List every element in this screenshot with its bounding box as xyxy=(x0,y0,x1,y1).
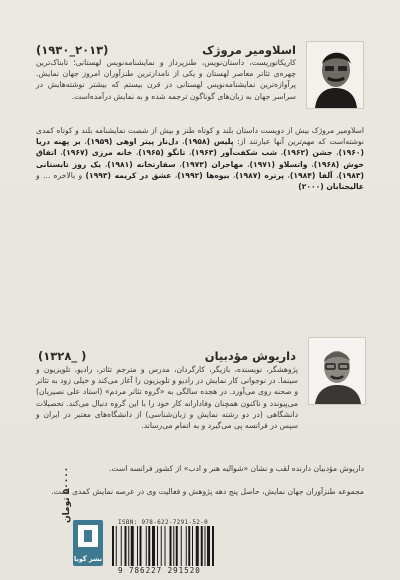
publisher-logo-mark xyxy=(78,525,98,547)
work-item: عالیجنابان (۲۰۰۰) xyxy=(298,182,364,192)
author1-works-intro: اسلاومیر مروژک بیش از دویست داستان بلند و کوتاه طنز و بیش از شصت نمایشنامه بلند و کوتاه کمدی نوشته‌است که مهم‌ترین آنها عبارتند از: xyxy=(36,126,365,147)
author2-series-text: مجموعه طنزآوران جهان نمایش، حاصل پنج دهه پژوهش و فعالیت وی در عرصه نمایش کمدی است. xyxy=(51,487,364,496)
author2-bio xyxy=(36,364,298,431)
author2-bio-text: پژوهشگر، نویسنده، بازیگر، کارگردان، مدرس و مترجم تئاتر، رادیو، تلویزیون و سینما. در نوجوانی کار نمایش در رادیو و تلویزیون را آغاز می‌کند و خیلی زود به تئاتر و صحنه روی می‌آورد. در هجده سالگی به «گروه تئاتر مردم» (استاد علی نصیریان) می‌پیوندد و تاکنون همچنان وفادارانه کار خود را با این گروه دنبال می‌کند. تحصیلات دانشگاهی (در دو رشته نمایش و زبان‌شناسی) از دانشگاه‌های معتبر در ایران و سپس در فرانسه پی می‌گیرد و به اتمام می‌رساند. xyxy=(36,365,298,431)
work-item: اتفاق خوش (۱۹۶۸) xyxy=(36,148,364,169)
work-item: عشق در کریمه (۱۹۹۳) xyxy=(85,170,172,180)
work-item: جشن (۱۹۶۲) xyxy=(283,148,333,158)
author1-works: اسلاومیر مروژک بیش از دویست داستان بلند و کوتاه طنز و بیش از شصت نمایشنامه بلند و کوتاه کمدی نوشته‌است که مهم‌ترین آنها عبارتند از: پلیس (۱۹۵۸)، دل‌ناز پیتر اوهی (۱۹۵۹)، بر پهنه دریا (۱۹۶۰)، جشن (۱۹۶۲)، شب شکفت‌آور (۱۹۶۳)، تانگو (۱۹۶۵)، خانه مرزی (۱۹۶۷)، اتفاق خوش (۱۹۶۸)، واتسلاو (۱۹۷۱)، مهاجران (۱۹۷۳)، سفارتخانه (۱۹۸۱)، یک روز تابستانی (۱۹۸۳)، آلفا (۱۹۸۴)، پرتره (۱۹۸۷)، بیوه‌ها (۱۹۹۲)، عشق در کریمه (۱۹۹۳) و بالاخره ... و عالیجنابان (۲۰۰۰) xyxy=(36,126,365,192)
work-item: آلفا (۱۹۸۴) xyxy=(289,170,333,180)
barcode-number: 9 786227 291520 xyxy=(118,566,201,575)
work-item: سفارتخانه (۱۹۸۱) xyxy=(107,159,176,169)
author2-series xyxy=(36,486,364,497)
work-item: خانه مرزی (۱۹۶۷) xyxy=(62,148,133,158)
author2-portrait-image xyxy=(309,338,365,404)
author2-name: داریوش مؤدبیان xyxy=(204,349,296,363)
work-item: پلیس (۱۹۵۸) xyxy=(184,137,234,147)
isbn-label: ISBN: 978-622-7291-52-0 xyxy=(118,519,208,526)
publisher-logo xyxy=(73,520,103,566)
author1-photo xyxy=(306,41,364,109)
author2-photo xyxy=(308,337,366,405)
author1-bio xyxy=(36,57,296,102)
barcode-image xyxy=(110,526,250,566)
author1-years: (۱۹۳۰_۲۰۱۳) xyxy=(36,43,109,57)
author1-name: اسلاومیر مروژک xyxy=(202,43,296,57)
price-label: ۵۰۰۰۰ تومان xyxy=(62,466,72,523)
author2-years: (۱۳۲۸_ ) xyxy=(38,349,87,363)
work-item: مهاجران (۱۹۷۳) xyxy=(181,159,244,169)
work-item: دل‌ناز پیتر اوهی (۱۹۵۹) xyxy=(86,137,179,147)
work-item: پرتره (۱۹۸۷) xyxy=(235,170,285,180)
work-item: بیوه‌ها (۱۹۹۲) xyxy=(177,170,230,180)
works-ending: و بالاخره ... و xyxy=(36,170,83,180)
author2-honor xyxy=(36,463,364,474)
work-item: تانگو (۱۹۶۵) xyxy=(138,148,186,158)
author1-portrait-image xyxy=(307,42,363,108)
work-item: شب شکفت‌آور (۱۹۶۳) xyxy=(191,148,278,158)
author2-honor-text: داریوش مؤدبیان دارنده لقب و نشان «شوالیه هنر و ادب» از کشور فرانسه است. xyxy=(109,464,364,473)
author1-bio-text: کاریکاتوریست، داستان‌نویس، طنزپرداز و نمایشنامه‌نویس لهستانی؛ تابناک‌ترین چهره‌ی تئاتر معاصر لهستان و یکی از نامدارترین طنزآوران امروز جهان نمایش. پرآوازه‌ترین نمایشنامه‌نویس لهستانی در قرن بیستم که بیشتر نوشته‌هایش در سراسر جهان به زبان‌های گوناگون ترجمه شده و به نمایش درآمده‌است. xyxy=(36,58,296,101)
publisher-name: نشر گویا xyxy=(73,555,103,563)
work-item: بر پهنه دریا (۱۹۶۰) xyxy=(36,137,364,158)
work-item: یک روز تابستانی (۱۹۸۳) xyxy=(36,159,364,180)
work-item: واتسلاو (۱۹۷۱) xyxy=(249,159,308,169)
